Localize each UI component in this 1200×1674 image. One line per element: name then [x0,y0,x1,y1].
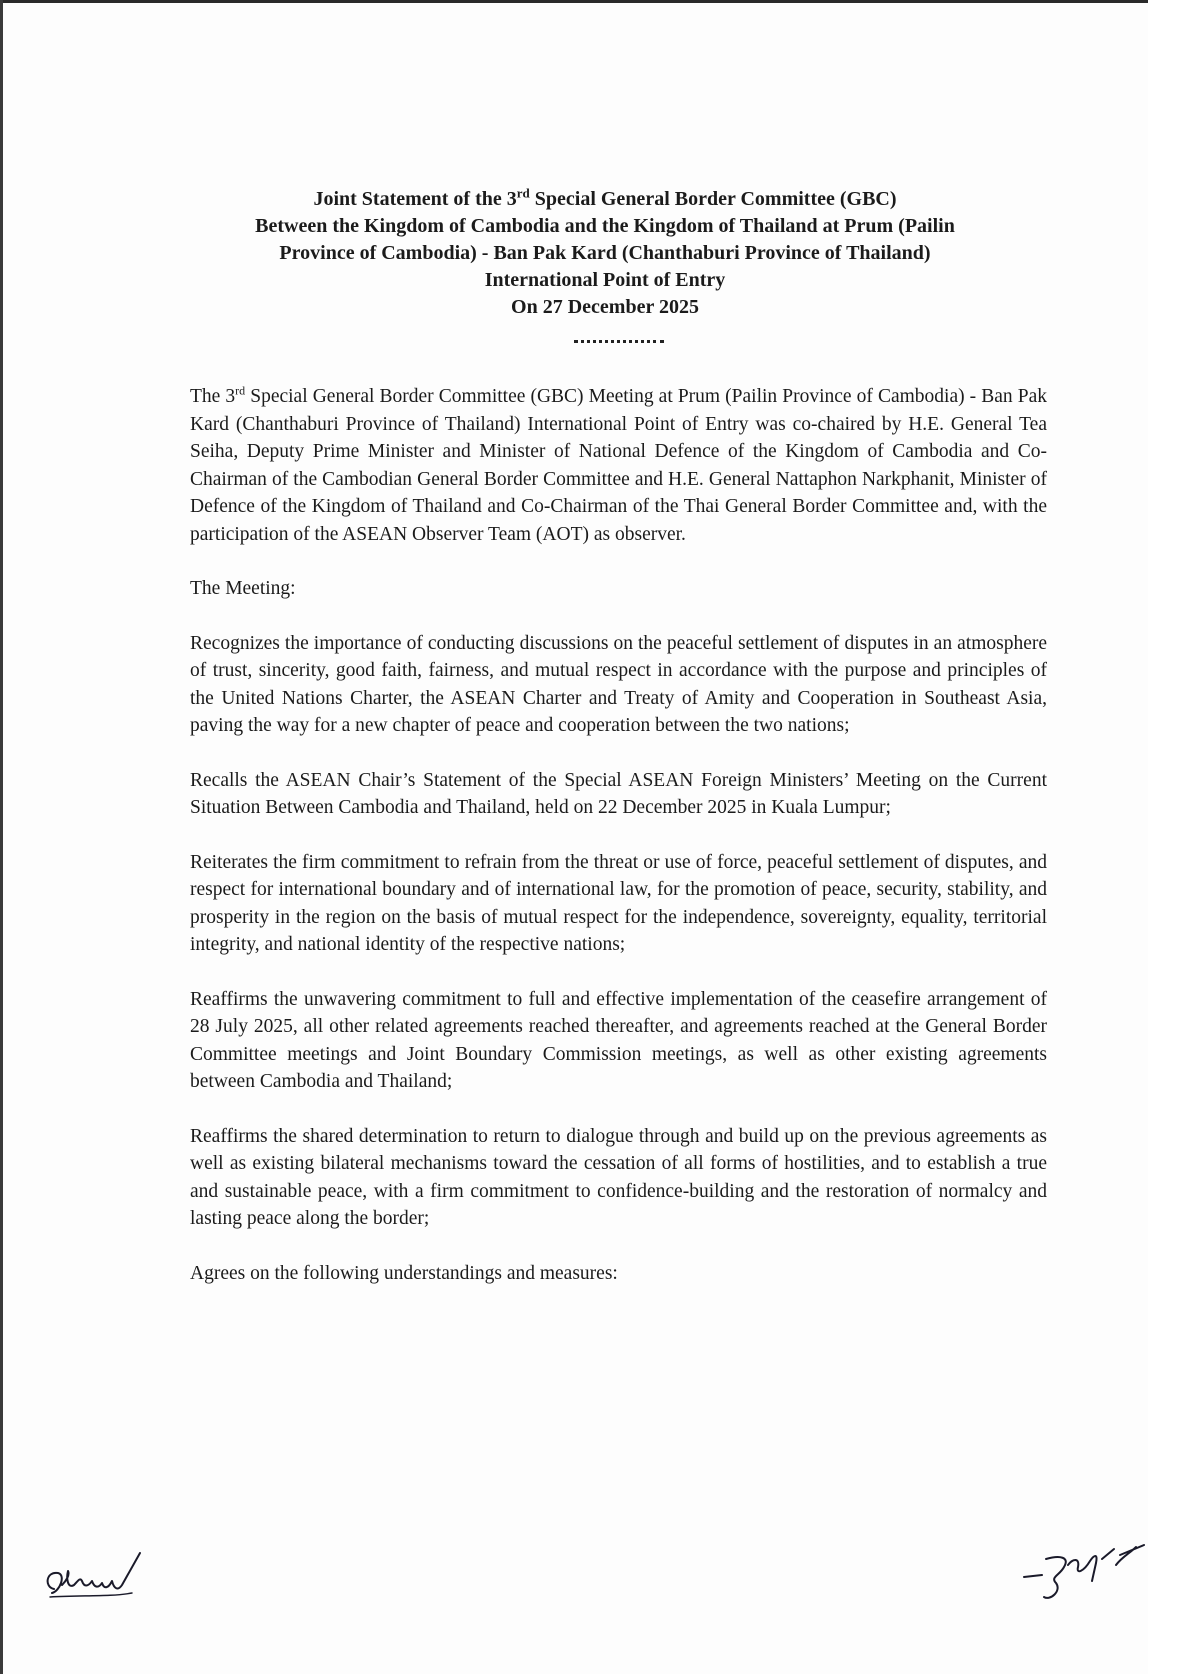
title-divider [574,340,664,343]
paragraph-reaffirms-dialogue: Reaffirms the shared determination to return to dialogue through and build up on the previous agreements as well as existing bilateral mechanisms toward the cessation of all forms of hostilities, and to establish a true and sustainable peace, with a firm commitment to confidence-building and the restoration of normalcy and lasting peace along the border; [190,1125,1047,1229]
intro-post: Special General Border Committee (GBC) Meeting at Prum (Pailin Province of Cambodia) - Ban Pak Kard (Chanthaburi Province of Thailand) International Point of Entry was co-chaired by H.E. General Tea Seiha, Deputy Prime Minister and Minister of National Defence of the Kingdom of Cambodia and Co-Chairman of the Cambodian General Border Committee and H.E. General Nattaphon Narkphanit, Minister of Defence of the Kingdom of Thailand and Co-Chairman of the Thai General Border Committee and, with the participation of the ASEAN Observer Team (AOT) as observer. [190,386,1047,545]
title-line-1-sup: rd [516,185,530,201]
scan-edge-left [0,0,3,1674]
title-line-5: On 27 December 2025 [511,296,699,318]
handwritten-signature-right-icon [1020,1535,1160,1605]
paragraph-reiterates: Reiterates the firm commitment to refrain from the threat or use of force, peaceful settlement of disputes, and respect for international boundary and of international law, for the promotion of peace, security, stability, and prosperity in the region on the basis of mutual respect for the independence, sovereignty, equality, territorial integrity, and national identity of the respective nations; [190,851,1047,955]
title-line-1-pre: Joint Statement of the 3 [313,188,517,210]
title-line-3: Province of Cambodia) - Ban Pak Kard (Chanthaburi Province of Thailand) [279,242,931,264]
scan-edge-top [0,0,1200,3]
title-line-4: International Point of Entry [484,269,726,291]
paragraph-agrees: Agrees on the following understandings and measures: [190,1262,618,1284]
handwritten-signature-left-icon [40,1545,150,1605]
intro-sup: rd [235,383,246,398]
meeting-label: The Meeting: [190,578,296,599]
title-line-2: Between the Kingdom of Cambodia and the Kingdom of Thailand at Prum (Pailin [255,215,955,237]
statement-body [190,383,1047,1314]
intro-pre: The 3 [190,386,236,407]
paragraph-recognizes: Recognizes the importance of conducting discussions on the peaceful settlement of disputes in an atmosphere of trust, sincerity, good faith, fairness, and mutual respect in accordance with the purpose and principles of the United Nations Charter, the ASEAN Charter and Treaty of Amity and Cooperation in Southeast Asia, paving the way for a new chapter of peace and cooperation between the two nations; [190,632,1047,736]
paragraph-recalls: Recalls the ASEAN Chair’s Statement of the Special ASEAN Foreign Ministers’ Meeting on the Current Situation Between Cambodia and Thailand, held on 22 December 2025 in Kuala Lumpur; [190,769,1047,818]
paragraph-reaffirms-ceasefire: Reaffirms the unwavering commitment to full and effective implementation of the ceasefire arrangement of 28 July 2025, all other related agreements reached thereafter, and agreements reached at the General Border Committee meetings and Joint Boundary Commission meetings, as well as other existing agreements between Cambodia and Thailand; [190,988,1047,1092]
scan-margin-right [1148,0,1200,1674]
title-line-1-post: Special General Border Committee (GBC) [529,188,897,210]
intro-paragraph [190,383,1047,548]
document-title [190,186,1020,321]
title-line-1 [190,186,1020,213]
